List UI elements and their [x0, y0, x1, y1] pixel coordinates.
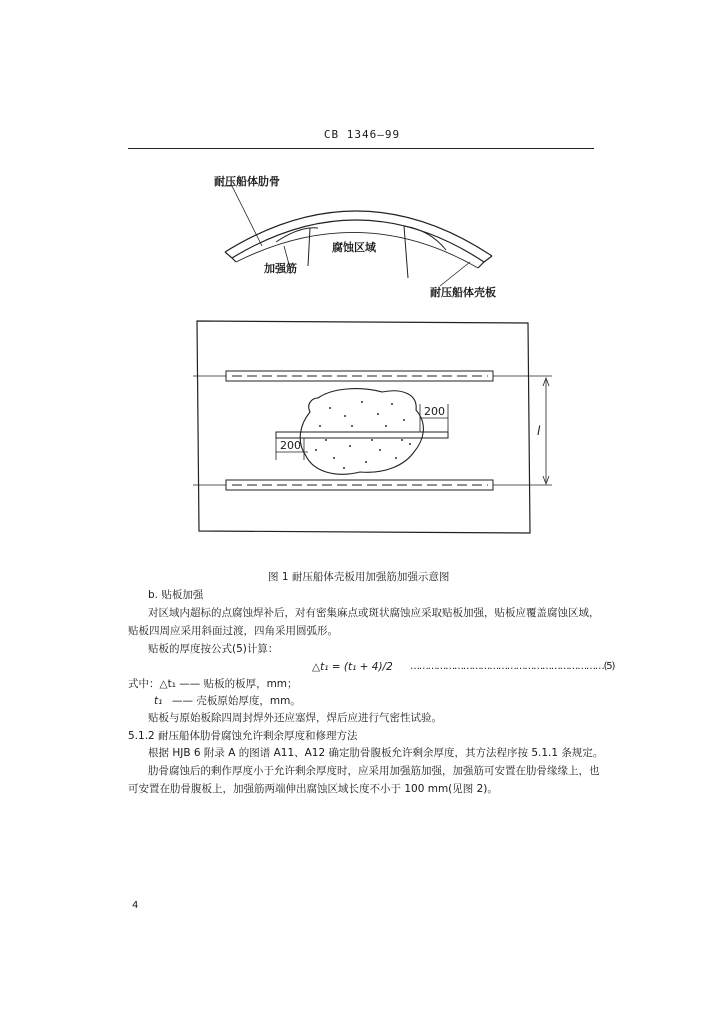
- label-rib: 耐压船体肋骨: [214, 175, 280, 188]
- corrosion-left-mark: [308, 228, 310, 266]
- label-stiffener: 加强筋: [264, 262, 297, 275]
- plate-outline: [197, 321, 530, 533]
- where-line-1: 式中：△t₁ —— 贴板的板厚，mm；: [128, 678, 298, 690]
- plan-view: [193, 321, 552, 533]
- stiffener-left: [276, 228, 318, 242]
- dim-l-label: l: [537, 424, 541, 438]
- paragraph-line: 可安置在肋骨腹板上，加强筋两端伸出腐蚀区域长度不小于 100 mm(见图 2)。: [128, 783, 498, 795]
- label-corrosion: 腐蚀区域: [332, 241, 376, 254]
- page-number: 4: [132, 900, 139, 911]
- right-end: [478, 256, 492, 268]
- corrosion-speckles: [315, 401, 411, 469]
- rib-leader: [222, 186, 262, 246]
- section-b-heading: b. 贴板加强: [148, 589, 204, 601]
- paragraph-line: 贴板与原始板除四周封焊外还应塞焊，焊后应进行气密性试验。: [148, 712, 442, 724]
- where-symbol: t₁: [154, 695, 163, 707]
- shell-cross-section: [222, 186, 492, 286]
- where-line-2: —— 壳板原始厚度，mm。: [172, 695, 301, 707]
- dim-200-right: 200: [424, 405, 445, 418]
- paragraph-line: 贴板四周应采用斜面过渡，四角采用圆弧形。: [128, 625, 338, 637]
- standard-number: CB 1346—99: [323, 128, 401, 141]
- dim-200-left: 200: [280, 439, 301, 452]
- paragraph-line: 根据 HJB 6 附录 A 的图谱 A11、A12 确定肋骨腹板允许剩余厚度，其方法程序按 5.1.1 条规定。: [148, 747, 604, 759]
- paragraph-line: 贴板的厚度按公式(5)计算：: [148, 643, 279, 655]
- section-5-1-2-heading: 5.1.2 耐压船体肋骨腐蚀允许剩余厚度和修理方法: [128, 730, 358, 742]
- label-shell: 耐压船体壳板: [430, 286, 496, 299]
- figure1-caption: 图 1 耐压船体壳板用加强筋加强示意图: [268, 571, 450, 583]
- paragraph-line: 对区域内超标的点腐蚀焊补后，对有密集麻点或斑状腐蚀应采取贴板加强，贴板应覆盖腐蚀区域，: [148, 607, 600, 619]
- formula: △t₁ = (t₁ + 4)/2: [312, 661, 393, 673]
- formula-number: …………………………………………………………(5): [410, 661, 615, 672]
- paragraph-line: 肋骨腐蚀后的剩作厚度小于允许剩余厚度时，应采用加强筋加强，加强筋可安置在肋骨缘缘上，也: [148, 765, 600, 777]
- shell-leader: [440, 262, 470, 286]
- corrosion-right-mark: [404, 226, 408, 278]
